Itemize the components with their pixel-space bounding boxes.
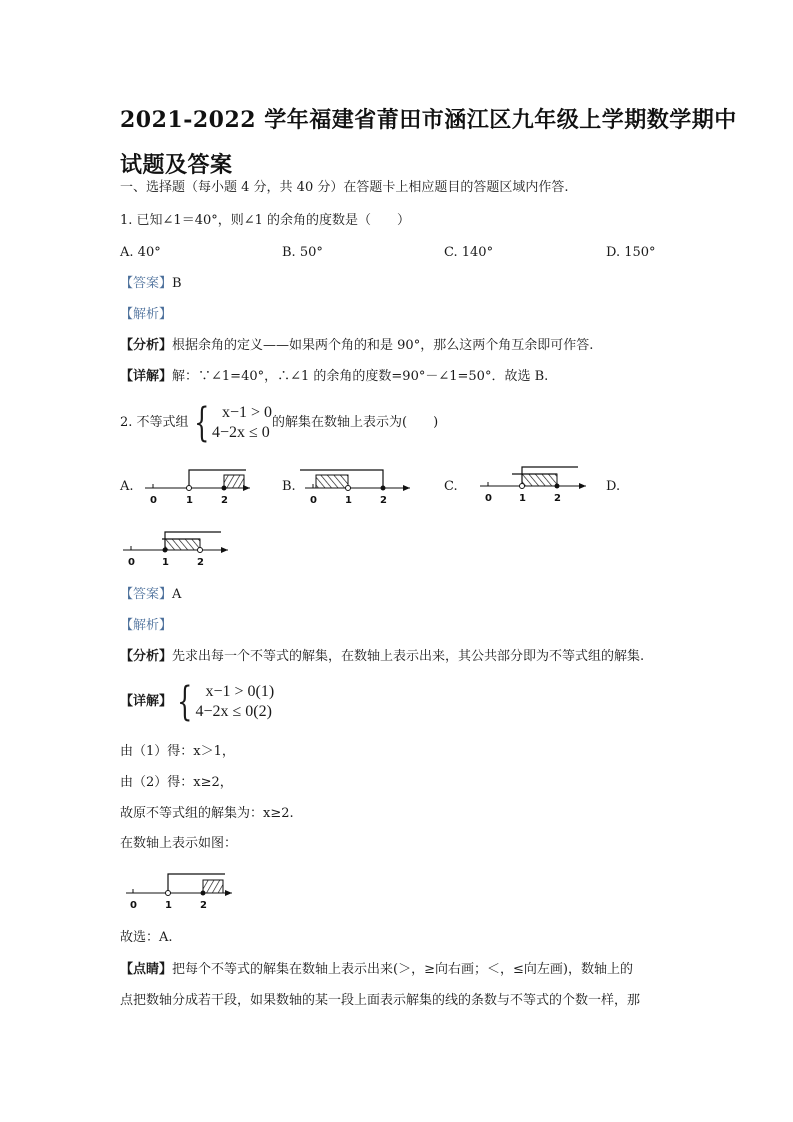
svg-text:2: 2 [380, 495, 387, 506]
section-header: 一、选择题（每小题 4 分，共 40 分）在答题卡上相应题目的答题区域内作答. [120, 180, 569, 195]
q2-step-2: 由（2）得：x≥2， [120, 775, 233, 790]
svg-text:1: 1 [165, 900, 172, 911]
q2-option-c-label: C. [444, 479, 458, 494]
svg-text:1: 1 [345, 495, 352, 506]
q2-option-d-label: D. [606, 479, 621, 494]
q2-step-4: 在数轴上表示如图： [120, 836, 238, 851]
q2-dianjing-line1: 【点睛】把每个不等式的解集在数轴上表示出来(＞，≥向右画；＜，≤向左画)，数轴上的 [120, 962, 633, 977]
inequality-system: { x−1 > 0 4−2x ≤ 0 [193, 400, 273, 446]
q1-stem: 1. 已知∠1＝40°，则∠1 的余角的度数是（ ） [120, 213, 411, 228]
doc-title-line1: 2021-2022 学年福建省莆田市涵江区九年级上学期数学期中 [120, 107, 737, 133]
svg-text:0: 0 [128, 557, 135, 568]
q2-step-1: 由（1）得：x＞1， [120, 744, 235, 759]
q2-stem: 2. 不等式组 { x−1 > 0 4−2x ≤ 0 的解集在数轴上表示为( ) [120, 400, 439, 446]
q1-option-d: D. 150° [606, 245, 656, 260]
svg-text:2: 2 [554, 493, 561, 504]
svg-text:1: 1 [186, 495, 193, 506]
q2-fenxi: 【分析】先求出每一个不等式的解集，在数轴上表示出来，其公共部分即为不等式组的解集. [120, 649, 645, 664]
svg-text:0: 0 [150, 495, 157, 506]
q2-conclusion: 故选：A. [120, 930, 173, 945]
q2-step-3: 故原不等式组的解集为：x≥2. [120, 806, 294, 821]
q2-dianjing-line2: 点把数轴分成若干段，如果数轴的某一段上面表示解集的线的条数与不等式的个数一样，那 [120, 993, 641, 1008]
q2-analysis-tag: 【解析】 [120, 618, 173, 633]
q1-option-c: C. 140° [444, 245, 494, 260]
answer-tag: 【答案】 [120, 276, 173, 291]
svg-text:1: 1 [162, 557, 169, 568]
svg-text:2: 2 [221, 495, 228, 506]
q1-fenxi: 【分析】根据余角的定义——如果两个角的和是 90°，那么这两个角互余即可作答. [120, 338, 594, 353]
q2-answer: 【答案】A [120, 587, 182, 602]
svg-text:2: 2 [197, 557, 204, 568]
svg-text:0: 0 [130, 900, 137, 911]
q1-analysis-tag: 【解析】 [120, 307, 173, 322]
q1-option-b: B. 50° [282, 245, 323, 260]
brace-icon: { [177, 679, 193, 725]
svg-text:1: 1 [519, 493, 526, 504]
doc-title-line2: 试题及答案 [120, 152, 233, 178]
answer-tag: 【答案】 [120, 587, 173, 602]
q2-option-b-label: B. [282, 479, 296, 494]
inequality-system-labeled: { x−1 > 0(1) 4−2x ≤ 0(2) [177, 679, 275, 725]
svg-text:2: 2 [200, 900, 207, 911]
q2-xiangjie: 【详解】 { x−1 > 0(1) 4−2x ≤ 0(2) [120, 679, 275, 725]
q1-answer: 【答案】B [120, 276, 182, 291]
q2-option-a-label: A. [120, 479, 134, 494]
brace-icon: { [193, 400, 209, 446]
svg-text:0: 0 [310, 495, 317, 506]
q1-option-a: A. 40° [120, 245, 161, 260]
svg-text:0: 0 [485, 493, 492, 504]
q1-xiangjie: 【详解】解：∵∠1=40°，∴∠1 的余角的度数=90°－∠1=50°．故选 B. [120, 369, 549, 384]
